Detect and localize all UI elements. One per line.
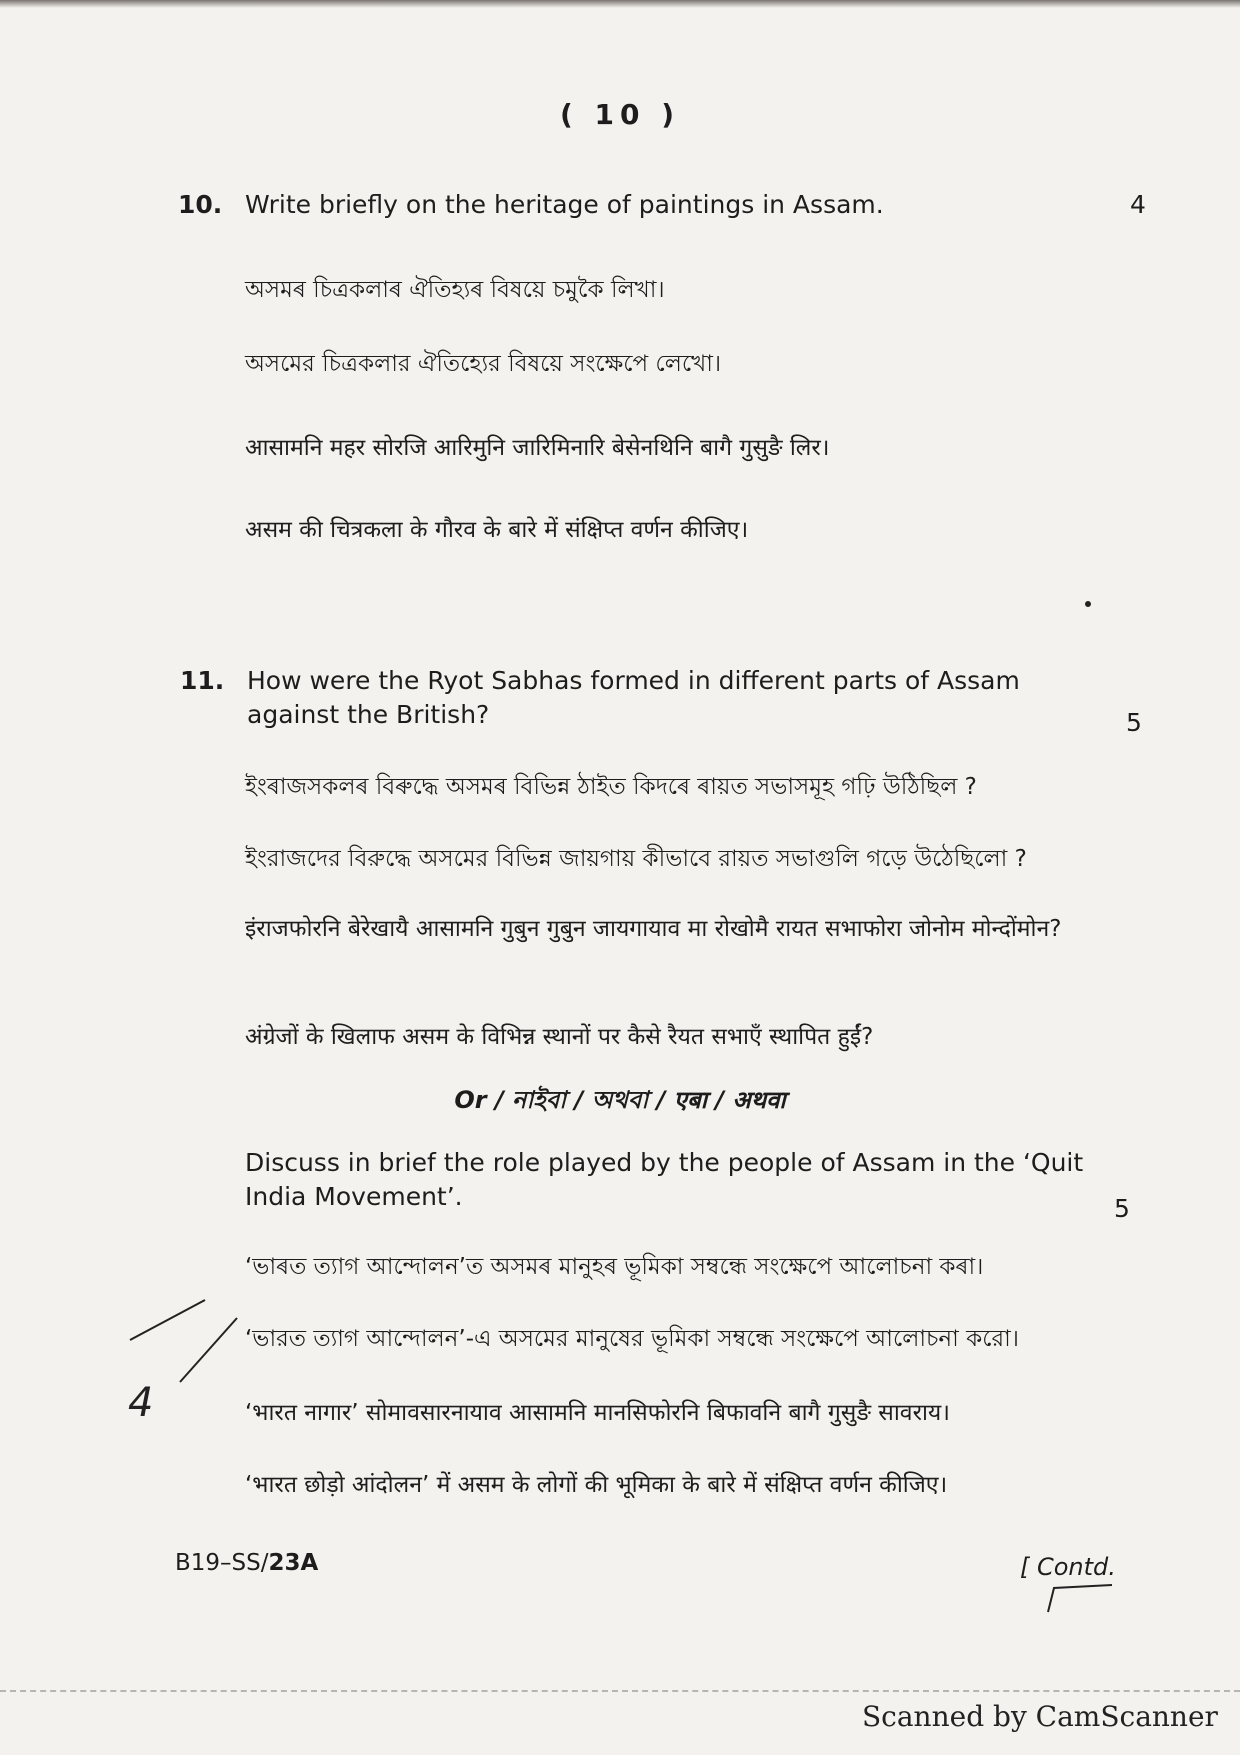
pen-stroke-2 — [180, 1318, 237, 1382]
question-11-alt-marks: 5 — [1114, 1194, 1130, 1223]
question-11-english: How were the Ryot Sabhas formed in different parts of Assam against the British? — [247, 666, 1020, 729]
question-11-alt-bengali: ‘ভারত ত্যাগ আন্দোলন’-এ অসমের মানুষের ভূমিকা সম্বন্ধে সংক্ষেপে আলোচনা করো। — [245, 1326, 1020, 1352]
question-11-number: 11. — [180, 666, 225, 695]
question-11-bengali: ইংরাজদের বিরুদ্ধে অসমের বিভিন্ন জায়গায় কীভাবে রায়ত সভাগুলি গড়ে উঠেছিলো ? — [245, 846, 1027, 872]
page-bottom-edge — [0, 1690, 1240, 1694]
ink-dot — [1085, 601, 1091, 607]
question-10-bengali: অসমের চিত্রকলার ঐতিহ্যের বিষয়ে সংক্ষেপে লেখো। — [245, 351, 722, 377]
paper-code — [175, 1550, 318, 1576]
page-number: ( 10 ) — [559, 98, 681, 131]
question-10-assamese: অসমৰ চিত্ৰকলাৰ ঐতিহ্যৰ বিষয়ে চমুকৈ লিখা। — [245, 277, 665, 303]
question-10-marks: 4 — [1130, 190, 1146, 219]
question-11-assamese: ইংৰাজসকলৰ বিৰুদ্ধে অসমৰ বিভিন্ন ঠাইত কিদৰে ৰায়ত সভাসমূহ গঢ়ি উঠিছিল ? — [245, 774, 977, 800]
question-11-alt-assamese: ‘ভাৰত ত্যাগ আন্দোলন’ত অসমৰ মানুহৰ ভূমিকা সম্বন্ধে সংক্ষেপে আলোচনা কৰা। — [245, 1254, 984, 1280]
continued-label: [ Contd. — [1020, 1553, 1116, 1581]
question-11-bodo: इंराजफोरनि बेरेखायै आसामनि गुबुन गुबुन जायगायाव मा रोखोमै रायत सभाफोरा जोनोम मोन्दोंमोन? — [245, 916, 1062, 942]
question-11-alt-english: Discuss in brief the role played by the people of Assam in the ‘Quit India Movement’. — [245, 1148, 1084, 1211]
question-11-alt-hindi: ‘भारत छोड़ो आंदोलन’ में असम के लोगों की भूमिका के बारे में संक्षिप्त वर्णन कीजिए। — [245, 1472, 948, 1498]
pen-stroke-1 — [130, 1300, 205, 1340]
question-10-hindi: असम की चित्रकला के गौरव के बारे में संक्षिप्त वर्णन कीजिए। — [245, 517, 749, 543]
paper-code-suffix: 23A — [268, 1550, 319, 1576]
paper-code-prefix: B19–SS/ — [175, 1550, 269, 1576]
question-10-bodo: आसामनि महर सोरजि आरिमुनि जारिमिनारि बेसेनथिनि बागै गुसुङै लिर। — [245, 435, 830, 461]
pen-stroke-3 — [1048, 1585, 1112, 1612]
handwritten-score: 4 — [128, 1380, 154, 1426]
or-separator: Or / নাইবা / অথবা / एबा / अथवा — [454, 1086, 786, 1114]
question-10-english: Write briefly on the heritage of paintings in Assam. — [245, 190, 884, 219]
question-10-number: 10. — [178, 190, 223, 219]
question-11-alt-bodo: ‘भारत नागार’ सोमावसारनायाव आसामनि मानसिफोरनि बिफावनि बागै गुसुङै सावराय। — [245, 1400, 950, 1426]
camscanner-watermark: Scanned by CamScanner — [862, 1700, 1218, 1733]
question-11-marks: 5 — [1126, 708, 1142, 737]
question-11-hindi: अंग्रेजों के खिलाफ असम के विभिन्न स्थानों पर कैसे रैयत सभाएँ स्थापित हुईं? — [245, 1024, 874, 1050]
